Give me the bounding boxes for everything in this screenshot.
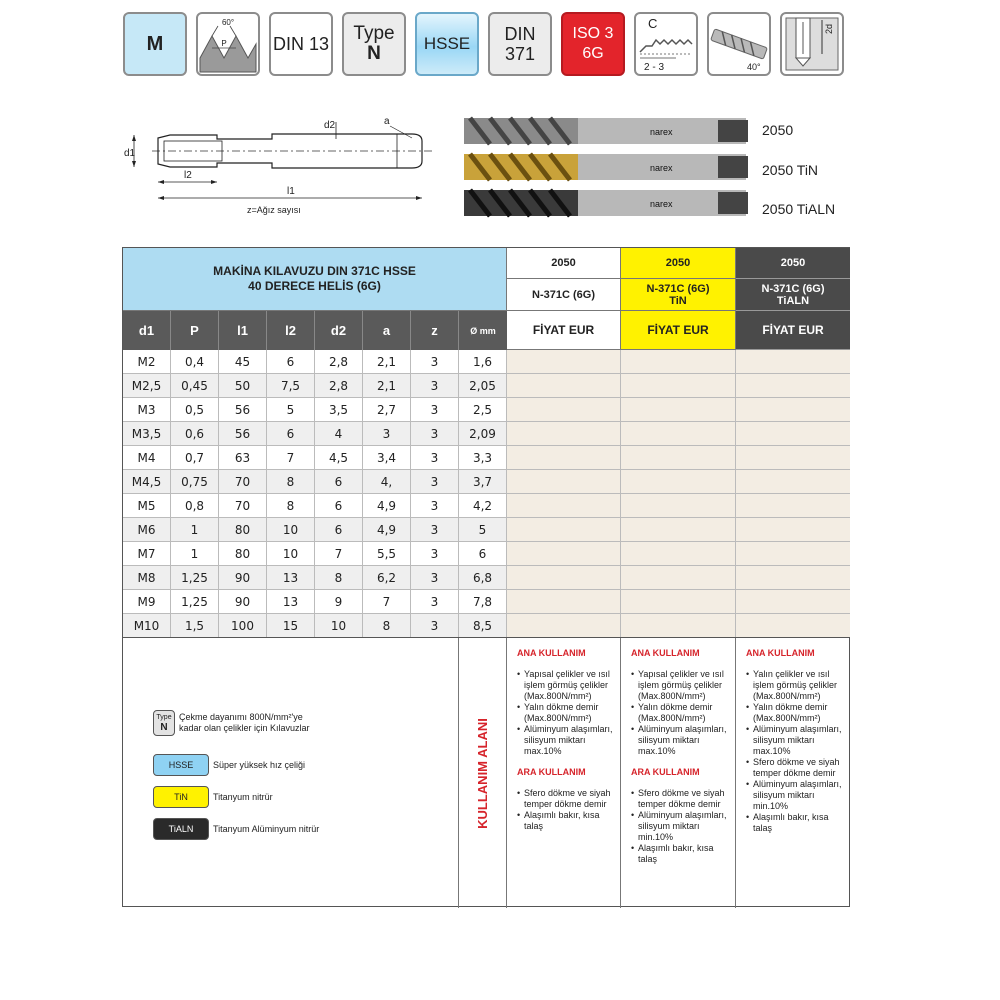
table-cell: 6 xyxy=(267,422,315,445)
depth-label: 2d xyxy=(824,23,834,34)
usage-item: • Alaşımlı bakır, kısa talaş xyxy=(517,810,614,832)
table-row xyxy=(123,350,850,374)
table-cell: 0,6 xyxy=(171,422,219,445)
table-cell: 3 xyxy=(411,446,459,469)
l1-label: l1 xyxy=(287,186,295,197)
table-cell: 7 xyxy=(315,542,363,565)
usage-item: • Yalın çelikler ve ısıl işlem görmüş çelikler (Max.800N/mm²) xyxy=(746,669,844,702)
price-cell xyxy=(507,614,621,637)
spiral-flute-icon xyxy=(709,14,769,74)
column-headers xyxy=(123,311,507,350)
product-name-line1: N-371C (6G) xyxy=(532,288,595,301)
table-cell: 3,3 xyxy=(459,446,507,469)
product-name-line1: N-371C (6G) xyxy=(761,282,825,295)
table-cell: 3 xyxy=(411,542,459,565)
product-column-2050-tialn xyxy=(736,248,850,350)
table-cell: 15 xyxy=(267,614,315,637)
din13-badge xyxy=(269,12,333,76)
table-cell: 56 xyxy=(219,398,267,421)
table-cell: 0,45 xyxy=(171,374,219,397)
usage-area-label-cell xyxy=(459,638,507,908)
usage-item: • Sfero dökme ve siyah temper dökme demir xyxy=(631,788,729,810)
table-cell: 3 xyxy=(363,422,411,445)
product-price-header: FİYAT EUR xyxy=(621,311,735,350)
price-cell xyxy=(507,374,621,397)
tool-label-2050-tin: 2050 TiN xyxy=(762,162,819,178)
price-cell xyxy=(621,446,736,469)
blind-hole-badge xyxy=(780,12,844,76)
col-header-d2: d2 xyxy=(315,311,363,350)
tool-label-2050-tialn: 2050 TiALN xyxy=(762,201,836,217)
table-cell: 8 xyxy=(363,614,411,637)
table-cell: M2 xyxy=(123,350,171,373)
tool-brand-label: narex xyxy=(650,163,673,173)
product-column-2050 xyxy=(507,248,621,350)
table-cell: 13 xyxy=(267,566,315,589)
secondary-usage-title: ARA KULLANIM xyxy=(517,767,586,777)
chamfer-range-label: 2 - 3 xyxy=(644,62,665,73)
table-cell: 1,5 xyxy=(171,614,219,637)
table-cell: 4,2 xyxy=(459,494,507,517)
d2-label: d2 xyxy=(324,120,336,131)
table-cell: 1,25 xyxy=(171,566,219,589)
price-cell xyxy=(736,614,850,637)
product-price-header: FİYAT EUR xyxy=(507,311,620,350)
table-cell: 0,5 xyxy=(171,398,219,421)
tool-2050 xyxy=(464,118,748,144)
table-cell: 3,4 xyxy=(363,446,411,469)
table-cell: 8 xyxy=(267,494,315,517)
table-cell: 1 xyxy=(171,518,219,541)
table-cell: 3 xyxy=(411,614,459,637)
table-row xyxy=(123,470,850,494)
tap-images-svg xyxy=(460,108,760,223)
table-cell: M8 xyxy=(123,566,171,589)
usage-item: • Alüminyum alaşımları, silisyum miktarı min.10% xyxy=(746,779,844,812)
price-cell xyxy=(507,590,621,613)
metric-thread-badge xyxy=(123,12,187,76)
legend-badge: TiN xyxy=(153,786,209,808)
table-cell: 90 xyxy=(219,566,267,589)
col-header-p: P xyxy=(171,311,219,350)
table-row xyxy=(123,446,850,470)
main-usage-list xyxy=(746,669,844,834)
table-row xyxy=(123,590,850,614)
d1-label: d1 xyxy=(124,148,136,159)
table-cell: 2,1 xyxy=(363,374,411,397)
price-cell xyxy=(621,422,736,445)
diameter-icon: Ø xyxy=(470,325,480,336)
legend-badge: TiALN xyxy=(153,818,209,840)
col-header-a: a xyxy=(363,311,411,350)
usage-item: • Yalın dökme demir (Max.800N/mm²) xyxy=(746,702,844,724)
secondary-usage-list xyxy=(517,788,614,832)
table-row xyxy=(123,398,850,422)
legend-badge-line2: N xyxy=(160,722,168,733)
din371-badge xyxy=(488,12,552,76)
price-cell xyxy=(621,518,736,541)
legend-item xyxy=(153,786,273,808)
table-cell: 7 xyxy=(363,590,411,613)
table-cell: M4,5 xyxy=(123,470,171,493)
price-cell xyxy=(621,470,736,493)
metric-label: M xyxy=(146,32,164,55)
product-name-line2: TiALN xyxy=(776,294,810,307)
usage-area-label: KULLANIM ALANI xyxy=(475,717,491,829)
l2-label: l2 xyxy=(184,170,192,181)
table-cell: 2,8 xyxy=(315,350,363,373)
table-cell: 45 xyxy=(219,350,267,373)
legend-text xyxy=(179,712,310,734)
table-row xyxy=(123,494,850,518)
table-row xyxy=(123,422,850,446)
iso-line1: ISO 3 xyxy=(572,25,614,42)
table-cell: M7 xyxy=(123,542,171,565)
price-cell xyxy=(621,614,736,637)
table-cell: 3 xyxy=(411,422,459,445)
table-cell: 10 xyxy=(315,614,363,637)
usage-item: • Yalın dökme demir (Max.800N/mm²) xyxy=(631,702,729,724)
table-cell: 10 xyxy=(267,542,315,565)
legend-text xyxy=(213,792,273,803)
price-cell xyxy=(507,542,621,565)
price-cell xyxy=(736,566,850,589)
table-cell: 4,5 xyxy=(315,446,363,469)
usage-item: • Alaşımlı bakır, kısa talaş xyxy=(631,843,729,865)
product-name-line1: N-371C (6G) xyxy=(646,282,710,295)
usage-item: • Alüminyum alaşımları, silisyum miktarı max.10% xyxy=(631,724,729,757)
price-cell xyxy=(736,542,850,565)
legend-badge xyxy=(153,710,175,736)
table-row xyxy=(123,566,850,590)
table-cell: 2,5 xyxy=(459,398,507,421)
legend-badge-line1: Type xyxy=(156,714,172,721)
price-cell xyxy=(621,374,736,397)
tool-brand-label: narex xyxy=(650,127,673,137)
a-label: a xyxy=(384,116,390,127)
table-row xyxy=(123,542,850,566)
price-cell xyxy=(507,470,621,493)
table-cell: 9 xyxy=(315,590,363,613)
table-cell: 6,2 xyxy=(363,566,411,589)
legend-text-line2: kadar olan çelikler için Kılavuzlar xyxy=(179,723,310,733)
table-cell: 5,5 xyxy=(363,542,411,565)
price-cell xyxy=(621,350,736,373)
table-cell: 3 xyxy=(411,518,459,541)
table-cell: 3,5 xyxy=(315,398,363,421)
drill-unit-label: mm xyxy=(479,325,496,336)
legend-text-line1: Çekme dayanımı 800N/mm²'ye xyxy=(179,712,303,722)
product-name xyxy=(507,279,620,311)
col-header-l1: l1 xyxy=(219,311,267,350)
product-column-2050-tin xyxy=(621,248,736,350)
table-cell: 8,5 xyxy=(459,614,507,637)
usage-column-2050-tin xyxy=(621,638,736,908)
table-cell: 7,5 xyxy=(267,374,315,397)
price-cell xyxy=(507,518,621,541)
legend-text xyxy=(213,760,305,771)
price-cell xyxy=(621,566,736,589)
usage-column-2050-tialn xyxy=(736,638,850,908)
table-cell: 0,7 xyxy=(171,446,219,469)
table-cell: 3 xyxy=(411,398,459,421)
price-cell xyxy=(736,350,850,373)
col-header-l2: l2 xyxy=(267,311,315,350)
table-cell: 13 xyxy=(267,590,315,613)
table-cell: 2,05 xyxy=(459,374,507,397)
table-cell: 1,6 xyxy=(459,350,507,373)
chamfer-icon xyxy=(636,14,696,74)
feature-badges xyxy=(123,12,853,76)
legend-item xyxy=(153,754,305,776)
secondary-usage-list xyxy=(631,788,729,865)
table-cell: 1 xyxy=(171,542,219,565)
table-cell: 1,25 xyxy=(171,590,219,613)
table-cell: 2,09 xyxy=(459,422,507,445)
type-n-badge xyxy=(342,12,406,76)
table-cell: 63 xyxy=(219,446,267,469)
thread-profile-badge xyxy=(196,12,260,76)
price-cell xyxy=(507,350,621,373)
usage-item: • Sfero dökme ve siyah temper dökme demir xyxy=(746,757,844,779)
helix-angle-label: 40° xyxy=(747,62,761,72)
price-cell xyxy=(736,518,850,541)
table-cell: 3 xyxy=(411,470,459,493)
price-cell xyxy=(507,494,621,517)
table-cell: 0,4 xyxy=(171,350,219,373)
secondary-usage-title: ARA KULLANIM xyxy=(631,767,700,777)
table-cell: 80 xyxy=(219,518,267,541)
table-cell: 8 xyxy=(315,566,363,589)
table-cell: 7,8 xyxy=(459,590,507,613)
table-cell: 10 xyxy=(267,518,315,541)
table-cell: 6 xyxy=(315,518,363,541)
main-usage-title: ANA KULLANIM xyxy=(746,648,815,658)
table-cell: 100 xyxy=(219,614,267,637)
type-label: Type xyxy=(353,23,395,44)
price-cell xyxy=(736,590,850,613)
product-code: 2050 xyxy=(621,248,735,279)
table-cell: M9 xyxy=(123,590,171,613)
table-cell: 80 xyxy=(219,542,267,565)
thread-profile-icon xyxy=(198,14,258,74)
din13-label: DIN 13 xyxy=(272,33,330,54)
price-cell xyxy=(736,446,850,469)
table-cell: 6 xyxy=(459,542,507,565)
table-cell: 0,75 xyxy=(171,470,219,493)
table-cell: 70 xyxy=(219,470,267,493)
table-cell: 3 xyxy=(411,494,459,517)
legend-badge: HSSE xyxy=(153,754,209,776)
main-usage-title: ANA KULLANIM xyxy=(517,648,586,658)
blind-hole-icon xyxy=(782,14,842,74)
table-cell: M2,5 xyxy=(123,374,171,397)
col-header-d1: d1 xyxy=(123,311,171,350)
table-cell: M6 xyxy=(123,518,171,541)
usage-section xyxy=(123,637,850,907)
table-title-line1: MAKİNA KILAVUZU DIN 371C HSSE xyxy=(213,264,416,278)
product-name-line2: TiN xyxy=(669,294,687,307)
tap-technical-drawing xyxy=(122,108,442,218)
table-title xyxy=(123,248,507,311)
table-cell: 5 xyxy=(459,518,507,541)
table-cell: 3 xyxy=(411,374,459,397)
table-cell: 3,7 xyxy=(459,470,507,493)
table-cell: 3 xyxy=(411,566,459,589)
col-header-z: z xyxy=(411,311,459,350)
table-cell: 7 xyxy=(267,446,315,469)
usage-item: • Alüminyum alaşımları, silisyum miktarı max.10% xyxy=(746,724,844,757)
drawing-caption: z=Ağız sayısı xyxy=(247,205,301,215)
hsse-badge xyxy=(415,12,479,76)
price-cell xyxy=(736,374,850,397)
price-cell xyxy=(736,494,850,517)
main-usage-title: ANA KULLANIM xyxy=(631,648,700,658)
table-cell: M3 xyxy=(123,398,171,421)
table-cell: 8 xyxy=(267,470,315,493)
hsse-label: HSSE xyxy=(423,34,471,53)
table-cell: 6 xyxy=(315,470,363,493)
legend-text-line1: Süper yüksek hız çeliği xyxy=(213,759,306,770)
iso-line2: 6G xyxy=(582,45,604,62)
table-body xyxy=(123,350,850,638)
legend-text xyxy=(213,824,319,835)
table-cell: 2,8 xyxy=(315,374,363,397)
table-cell: M3,5 xyxy=(123,422,171,445)
table-cell: 4, xyxy=(363,470,411,493)
din371-line1: DIN xyxy=(504,24,536,44)
price-cell xyxy=(621,398,736,421)
thread-pitch-label: P xyxy=(221,39,227,48)
product-name xyxy=(621,279,735,311)
table-cell: 2,7 xyxy=(363,398,411,421)
tool-brand-label: narex xyxy=(650,199,673,209)
tool-images xyxy=(460,108,860,223)
table-cell: 2,1 xyxy=(363,350,411,373)
table-row xyxy=(123,518,850,542)
chamfer-c-label: C xyxy=(648,16,658,31)
usage-item: • Yapısal çelikler ve ısıl işlem görmüş çelikler (Max.800N/mm²) xyxy=(517,669,614,702)
price-cell xyxy=(736,422,850,445)
table-row xyxy=(123,374,850,398)
table-cell: 6,8 xyxy=(459,566,507,589)
iso-tolerance-badge xyxy=(561,12,625,76)
legend xyxy=(123,638,459,908)
table-cell: 4,9 xyxy=(363,494,411,517)
chamfer-badge xyxy=(634,12,698,76)
price-cell xyxy=(621,494,736,517)
price-cell xyxy=(507,446,621,469)
usage-item: • Yapısal çelikler ve ısıl işlem görmüş çelikler (Max.800N/mm²) xyxy=(631,669,729,702)
thread-angle-label: 60° xyxy=(221,18,235,27)
price-cell xyxy=(507,398,621,421)
table-cell: M5 xyxy=(123,494,171,517)
legend-item xyxy=(153,818,319,840)
table-cell: 3 xyxy=(411,350,459,373)
price-cell xyxy=(621,590,736,613)
usage-column-2050 xyxy=(507,638,621,908)
table-cell: 90 xyxy=(219,590,267,613)
table-cell: 6 xyxy=(315,494,363,517)
legend-item xyxy=(153,710,310,736)
main-usage-list xyxy=(517,669,614,757)
main-usage-list xyxy=(631,669,729,757)
tool-2050-tialn xyxy=(464,190,748,216)
type-value: N xyxy=(367,43,381,64)
product-price-header: FİYAT EUR xyxy=(736,311,850,350)
usage-item: • Yalın dökme demir (Max.800N/mm²) xyxy=(517,702,614,724)
legend-text-line1: Titanyum Alüminyum nitrür xyxy=(213,823,320,834)
usage-item: • Alaşımlı bakır, kısa talaş xyxy=(746,812,844,834)
price-cell xyxy=(507,566,621,589)
table-cell: 50 xyxy=(219,374,267,397)
product-code: 2050 xyxy=(507,248,620,279)
usage-item: • Alüminyum alaşımları, silisyum miktarı max.10% xyxy=(517,724,614,757)
price-cell xyxy=(736,398,850,421)
table-cell: 4 xyxy=(315,422,363,445)
table-cell: 70 xyxy=(219,494,267,517)
product-name xyxy=(736,279,850,311)
product-code: 2050 xyxy=(736,248,850,279)
price-cell xyxy=(621,542,736,565)
table-cell: M10 xyxy=(123,614,171,637)
table-cell: M4 xyxy=(123,446,171,469)
table-cell: 6 xyxy=(267,350,315,373)
product-table xyxy=(122,247,850,907)
col-header-drill-diameter xyxy=(459,311,507,350)
usage-item: • Alüminyum alaşımları, silisyum miktarı min.10% xyxy=(631,810,729,843)
spiral-flute-badge xyxy=(707,12,771,76)
table-cell: 4,9 xyxy=(363,518,411,541)
tool-label-2050: 2050 xyxy=(762,122,794,138)
price-cell xyxy=(736,470,850,493)
table-row xyxy=(123,614,850,638)
legend-text-line1: Titanyum nitrür xyxy=(213,791,273,802)
price-cell xyxy=(507,422,621,445)
table-cell: 3 xyxy=(411,590,459,613)
din371-line2: 371 xyxy=(504,44,536,64)
table-cell: 56 xyxy=(219,422,267,445)
table-cell: 5 xyxy=(267,398,315,421)
table-title-line2: 40 DERECE HELİS (6G) xyxy=(248,279,381,293)
tool-2050-tin xyxy=(464,154,748,180)
table-cell: 0,8 xyxy=(171,494,219,517)
usage-item: • Sfero dökme ve siyah temper dökme demir xyxy=(517,788,614,810)
